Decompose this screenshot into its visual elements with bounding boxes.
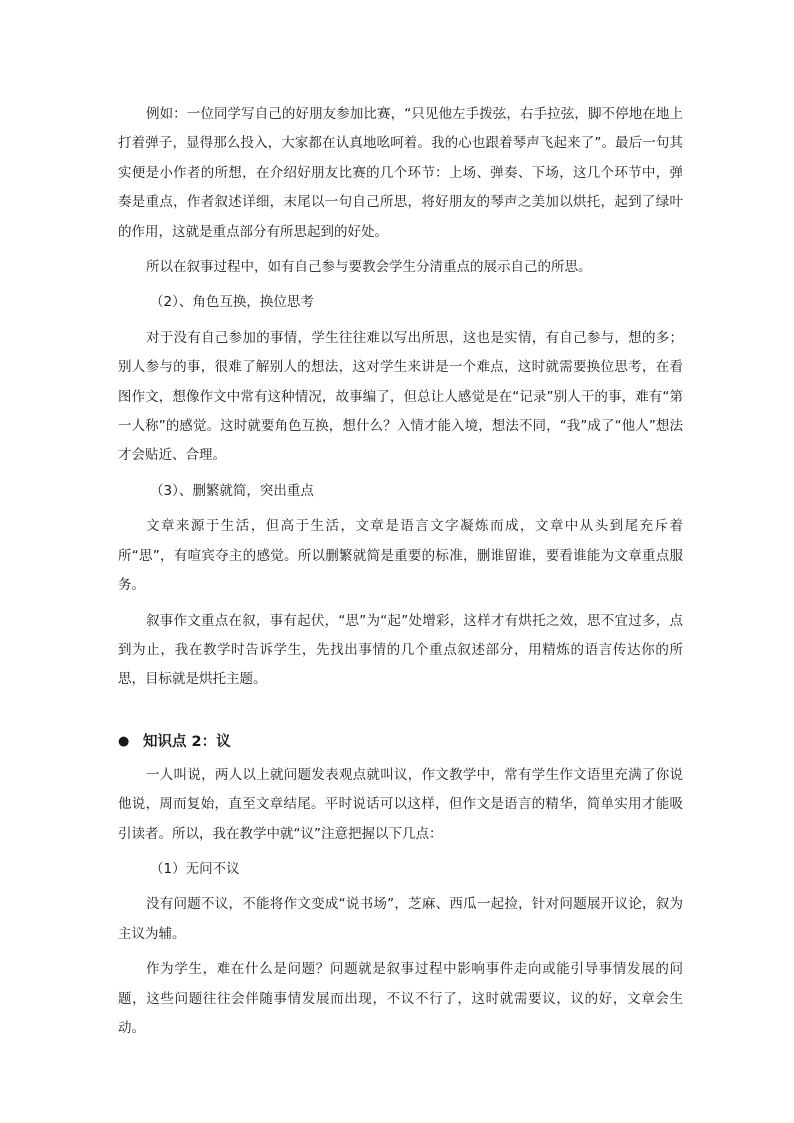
section-heading-title: 知识点 2：议 [143, 733, 231, 750]
document-body [118, 100, 683, 1043]
body-paragraph: 所以在叙事过程中，如有自己参与要教会学生分清重点的展示自己的所思。 [146, 259, 592, 276]
subheading-paragraph: （1）无问不议 [150, 860, 240, 877]
section-narration-thoughts [118, 100, 683, 695]
body-paragraph: 对于没有自己参加的事情，学生往往难以写出所思，这也是实情，有自己参与，想的多；别人参与的事，很难了解别人的想法，这对学生来讲是一个难点，这时就需要换位思考，在看图作文，想像作文中常有这种情况，故事编了，但总让人感觉是在“记录”别人干的事，难有“第一人称”的感觉。这时就要角色互换，想什么？入情才能入境，想法不同，“我”成了“他人”想法才会贴近、合理。 [118, 329, 683, 464]
body-paragraph: 一人叫说，两人以上就问题发表观点就叫议，作文教学中，常有学生作文语里充满了你说他说，周而复始，直至文章结尾。平时说话可以这样，但作文是语言的精华，简单实用才能吸引读者。所以，我在教学中就“议”注意把握以下几点： [118, 766, 683, 842]
body-paragraph: 叙事作文重点在叙，事有起伏，“思”为“起”处增彩，这样才有烘托之效，思不宜过多，点到为止，我在教学时告诉学生，先找出事情的几个重点叙述部分，用精炼的语言传达你的所思，目标就是烘托主题。 [118, 612, 683, 688]
subheading-paragraph: （2）、角色互换，换位思考 [150, 294, 314, 311]
section-discussion [118, 761, 683, 1044]
body-paragraph: 没有问题不议，不能将作文变成“说书场”，芝麻、西瓜一起捡，针对问题展开议论，叙为主议为辅。 [118, 896, 683, 942]
body-paragraph: 例如：一位同学写自己的好朋友参加比赛，“只见他左手拨弦，右手拉弦，脚不停地在地上打着弹子，显得那么投入，大家都在认真地吆呵着。我的心也跟着琴声飞起来了”。最后一句其实便是小作者的所想，在介绍好朋友比赛的几个环节：上场、弹奏、下场，这几个环节中，弹奏是重点，作者叙述详细，末尾以一句自己所思，将好朋友的琴声之美加以烘托，起到了绿叶的作用，这就是重点部分有所思起到的好处。 [118, 106, 683, 240]
bullet-icon: ● [118, 733, 130, 749]
body-paragraph: 作为学生，难在什么是问题？问题就是叙事过程中影响事件走向或能引导事情发展的问题，这些问题往往会伴随事情发展而出现，不议不行了，这时就需要议，议的好，文章会生动。 [118, 961, 683, 1036]
section-heading [118, 727, 683, 757]
body-paragraph: 文章来源于生活，但高于生活，文章是语言文字凝炼而成，文章中从头到尾充斥着所“思”，有喧宾夺主的感觉。所以删繁就简是重要的标准，删谁留谁，要看谁能为文章重点服务。 [118, 518, 683, 594]
subheading-paragraph: （3）、删繁就简，突出重点 [150, 482, 314, 499]
